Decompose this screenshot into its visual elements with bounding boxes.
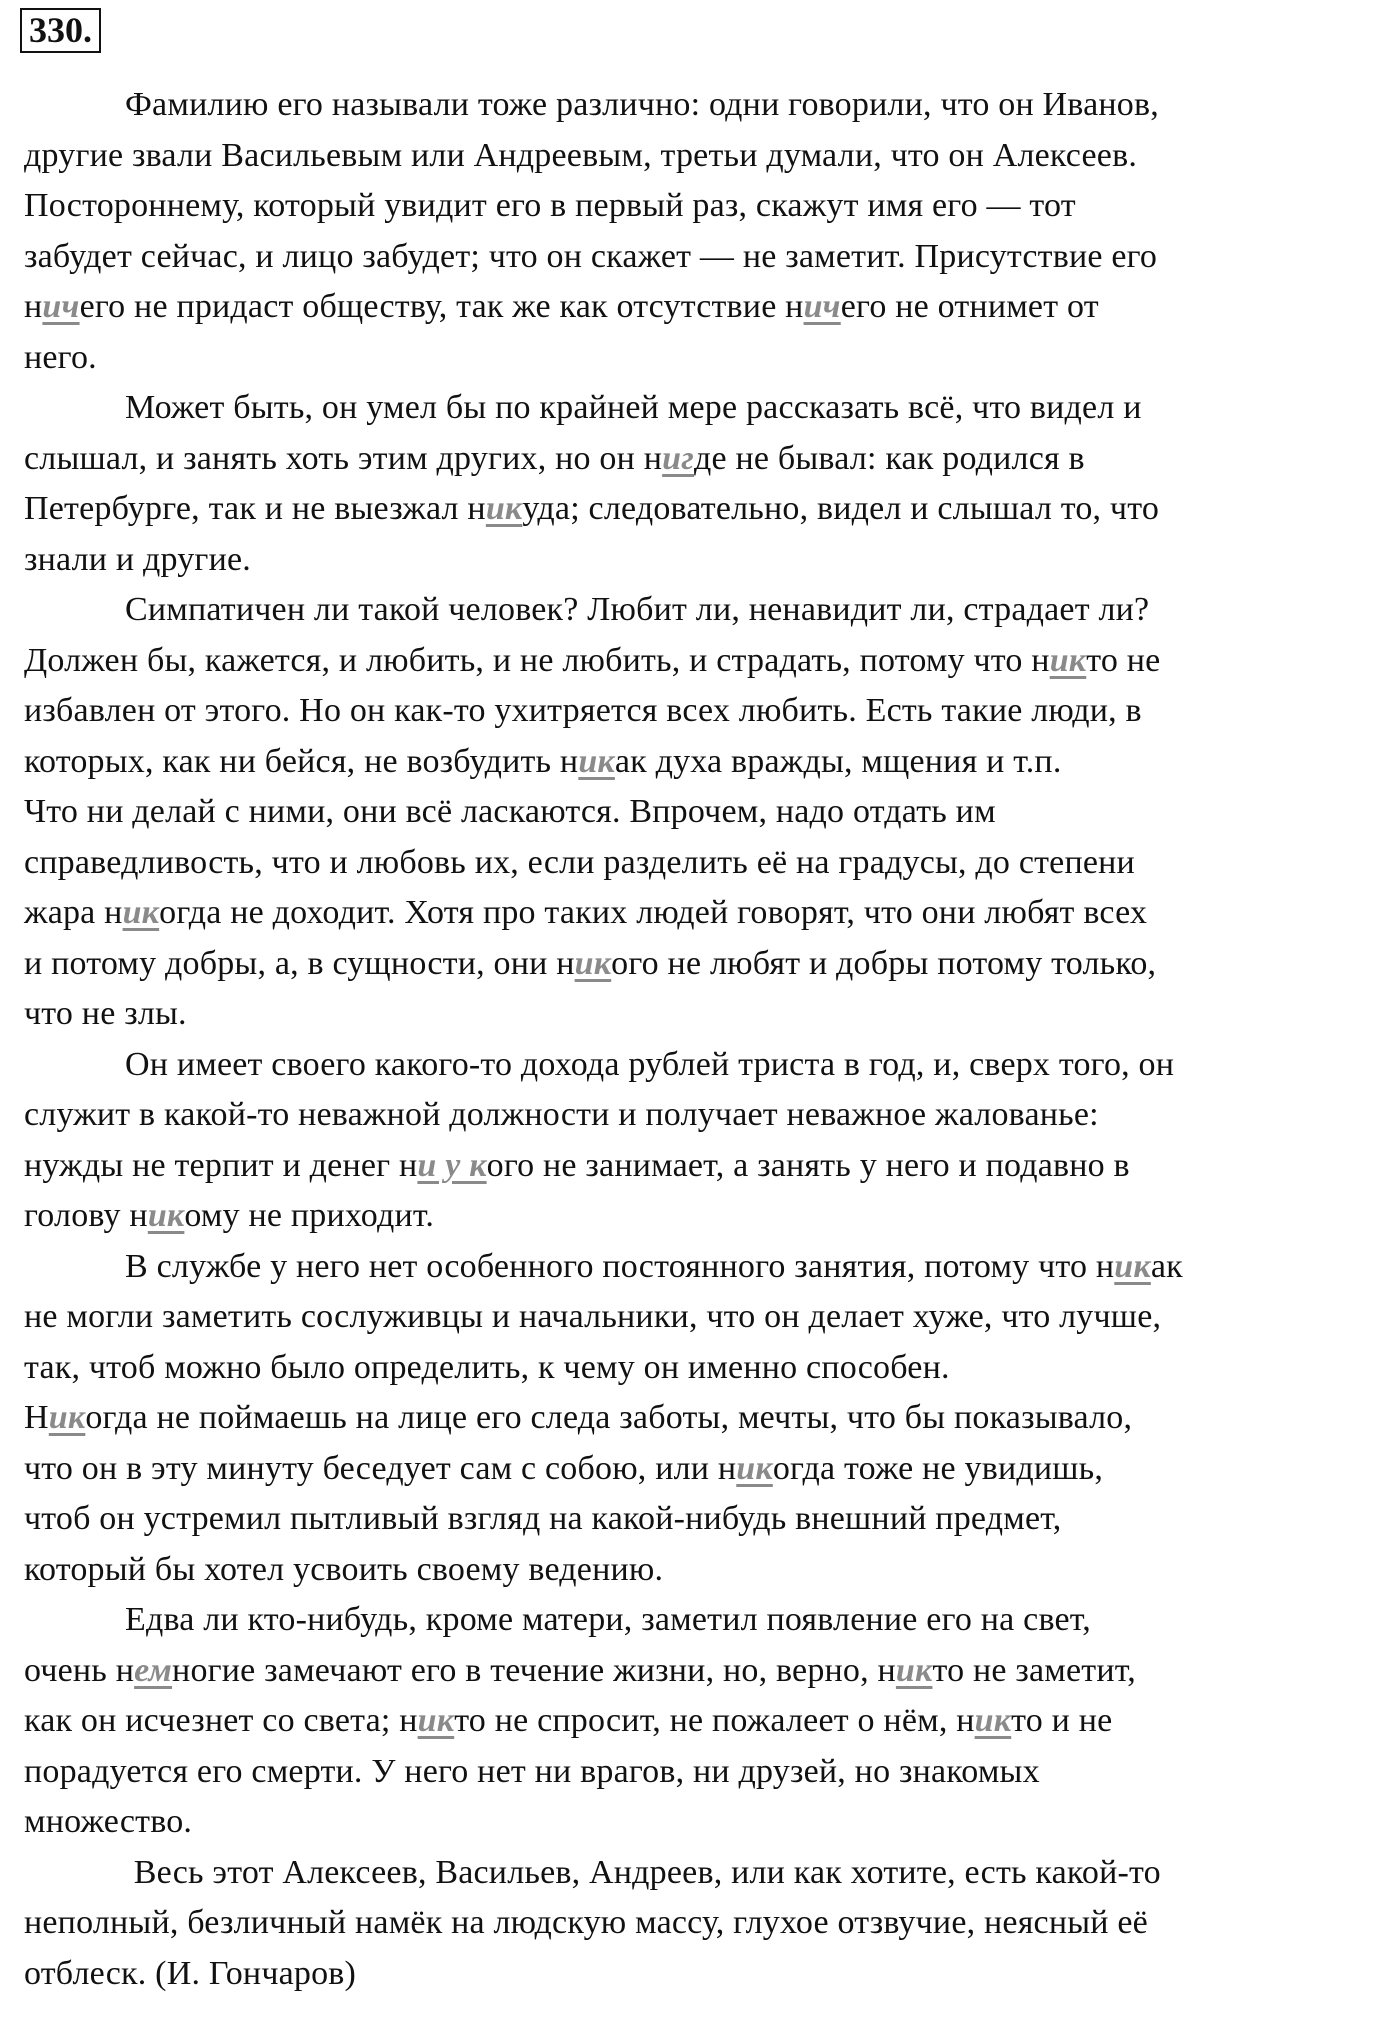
- highlighted-letters: ик: [147, 1197, 185, 1234]
- text-segment: ак не могли заметить сослуживцы и начальники, что он делает хуже, что лучше, так, чтоб можно было определить, к чему он именно способен. Н: [24, 1247, 1183, 1436]
- text-segment: ого не любят и добры потому только, что не злы.: [24, 944, 1157, 1032]
- paragraph: [24, 1040, 1384, 1242]
- paragraph: [24, 383, 1384, 585]
- paragraph: [24, 1595, 1384, 1848]
- text-segment: его не отнимет от него.: [24, 288, 1099, 376]
- text-segment: уда; следовательно, видел и слышал то, что знали и другие.: [24, 490, 1160, 578]
- text-segment: ак духа вражды, мщения и т.п. Что ни делай с ними, они всё ласкаются. Впрочем, надо отдать им справедливость, что и любовь их, если разделить её на градусы, до степени жара н: [24, 742, 1135, 931]
- highlighted-letters: ич: [803, 288, 841, 325]
- highlighted-letters: ик: [578, 742, 615, 780]
- highlighted-letters: ик: [895, 1651, 933, 1689]
- text-segment: Фамилию его называли тоже различно: одни говорили, что он Иванов, другие звали Васильевым или Андреевым, третьи думали, что он Алексеев. Постороннему, который увидит его в первый раз, скажут имя его — тот забудет сейчас, и лицо забудет; что он скажет — не заметит. Присутствие его н: [24, 86, 1159, 325]
- text-segment: Может быть, он умел бы по крайней мере рассказать всё, что видел и слышал, и занять хоть этим других, но он н: [24, 389, 1142, 477]
- highlighted-letters: ик: [48, 1399, 86, 1436]
- text-segment: огда не поймаешь на лице его следа заботы, мечты, что бы показывало, что он в эту минуту беседует сам с собою, или н: [24, 1399, 1133, 1487]
- text-segment: ногие замечают его в течение жизни, но, верно, н: [172, 1651, 896, 1689]
- highlighted-letters: ик: [574, 944, 612, 982]
- highlighted-letters: ик: [122, 894, 160, 931]
- text-segment: Едва ли кто-нибудь, кроме матери, заметил появление его на свет, очень н: [24, 1601, 1091, 1689]
- text-segment: В службе у него нет особенного постоянного занятия, потому что н: [125, 1247, 1115, 1285]
- text-segment: то не избавлен от этого. Но он как-то ухитряется всех любить. Есть такие люди, в которых, как ни бейся, не возбудить н: [24, 641, 1161, 780]
- text-segment: то и не порадуется его смерти. У него нет ни врагов, ни друзей, но знакомых множество.: [24, 1702, 1113, 1840]
- text-segment: его не придаст обществу, так же как отсутствие н: [79, 288, 804, 325]
- highlighted-letters: ич: [42, 288, 80, 325]
- highlighted-letters: ик: [1049, 641, 1087, 679]
- text-segment: ого не занимает, а занять у него и подавно в голову н: [24, 1146, 1130, 1234]
- exercise-text: [24, 80, 1384, 1999]
- paragraph: [24, 1848, 1384, 2000]
- highlighted-letters: ем: [134, 1651, 173, 1689]
- highlighted-letters: ик: [1114, 1247, 1151, 1285]
- text-segment: Он имеет своего какого-то дохода рублей триста в год, и, сверх того, он служит в какой-то неважной должности и получает неважное жалованье: нужды не терпит и денег н: [24, 1045, 1175, 1184]
- text-segment: Весь этот Алексеев, Васильев, Андреев, или как хотите, есть какой-то неполный, безличный намёк на людскую массу, глухое отзвучие, неясный её отблеск. (И. Гончаров): [24, 1853, 1161, 1992]
- highlighted-letters: ик: [736, 1449, 773, 1487]
- highlighted-letters: и у к: [417, 1146, 487, 1184]
- text-segment: ому не приходит.: [184, 1197, 435, 1234]
- highlighted-letters: ик: [974, 1702, 1012, 1739]
- highlighted-letters: иг: [662, 439, 694, 477]
- text-segment: то не спросит, не пожалеет о нём, н: [454, 1702, 975, 1739]
- text-segment: Симпатичен ли такой человек? Любит ли, ненавидит ли, страдает ли? Должен бы, кажется, и любить, и не любить, и страдать, потому что н: [24, 591, 1150, 679]
- exercise-number: 330.: [20, 8, 101, 53]
- highlighted-letters: ик: [485, 490, 523, 527]
- paragraph: [24, 1242, 1384, 1596]
- text-segment: огда тоже не увидишь, чтоб он устремил пытливый взгляд на какой-нибудь внешний предмет, который бы хотел усвоить своему ведению.: [24, 1449, 1104, 1588]
- text-segment: то не заметит, как он исчезнет со света; н: [24, 1651, 1136, 1739]
- text-segment: де не бывал: как родился в Петербурге, так и не выезжал н: [24, 439, 1085, 527]
- text-segment: огда не доходит. Хотя про таких людей говорят, что они любят всех и потому добры, а, в сущности, они н: [24, 894, 1148, 982]
- highlighted-letters: ик: [417, 1702, 455, 1739]
- paragraph: [24, 585, 1384, 1040]
- paragraph: [24, 80, 1384, 383]
